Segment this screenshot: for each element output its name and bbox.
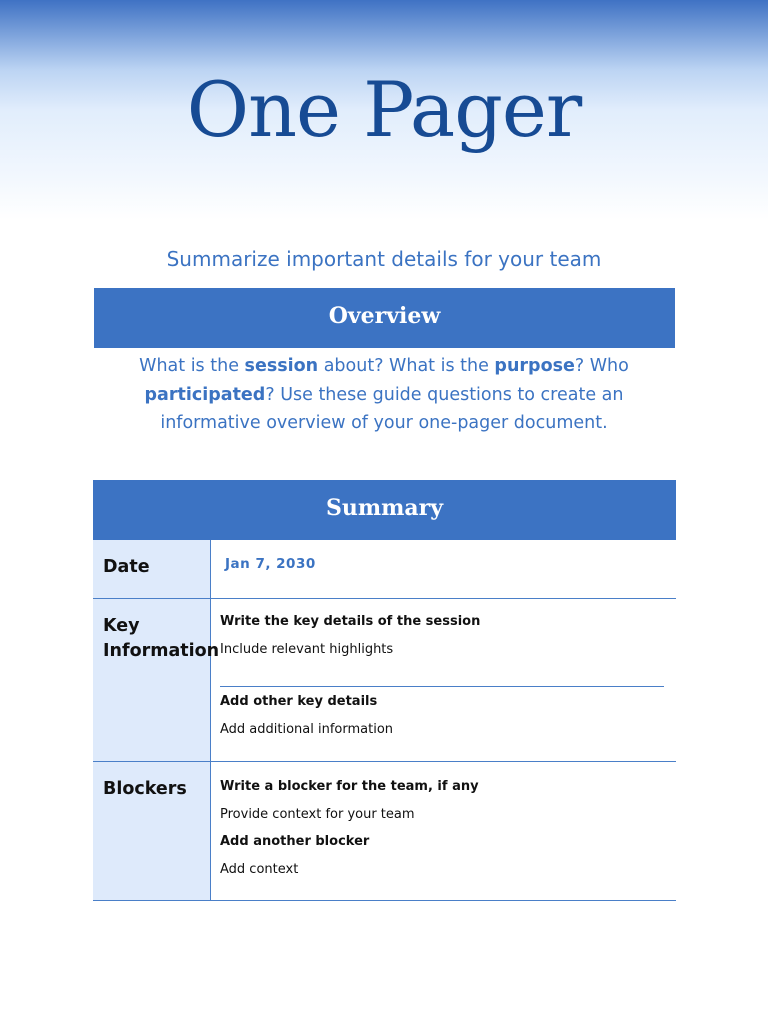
summary-table bbox=[93, 540, 676, 901]
blocker-item-detail: Add context bbox=[220, 862, 299, 877]
key-item-detail: Include relevant highlights bbox=[220, 642, 394, 657]
overview-text-part: What is the bbox=[139, 356, 245, 376]
date-cell bbox=[211, 540, 676, 598]
date-value: Jan 7, 2030 bbox=[225, 556, 316, 572]
key-information-cell bbox=[211, 599, 676, 761]
overview-heading: Overview bbox=[94, 288, 675, 348]
key-item-detail: Add additional information bbox=[220, 722, 394, 737]
summary-heading: Summary bbox=[93, 480, 676, 540]
blockers-label: Blockers bbox=[93, 762, 211, 900]
overview-keyword-session: session bbox=[244, 356, 319, 376]
blockers-cell bbox=[211, 762, 676, 900]
document-subtitle: Summarize important details for your team bbox=[166, 247, 602, 271]
key-information-divider bbox=[220, 686, 664, 687]
blocker-item-title: Add another blocker bbox=[220, 834, 370, 849]
overview-text-part: ? Who bbox=[574, 356, 629, 376]
key-information-label: Key Information bbox=[93, 599, 211, 761]
table-row-date bbox=[93, 540, 676, 599]
overview-paragraph bbox=[110, 352, 658, 438]
key-item-title: Add other key details bbox=[220, 694, 378, 709]
blocker-item-detail: Provide context for your team bbox=[220, 807, 415, 822]
blocker-item-title: Write a blocker for the team, if any bbox=[220, 779, 479, 794]
table-row-blockers bbox=[93, 762, 676, 901]
date-label: Date bbox=[93, 540, 211, 598]
document-title: One Pager bbox=[186, 65, 582, 154]
overview-keyword-purpose: purpose bbox=[494, 356, 575, 376]
key-item-title: Write the key details of the session bbox=[220, 614, 481, 629]
overview-text-part: ? Use these guide questions to create an informative overview of your one-pager document. bbox=[160, 384, 624, 433]
overview-keyword-participated: participated bbox=[144, 384, 266, 405]
table-row-key-information bbox=[93, 599, 676, 762]
overview-text-part: about? What is the bbox=[318, 356, 495, 376]
